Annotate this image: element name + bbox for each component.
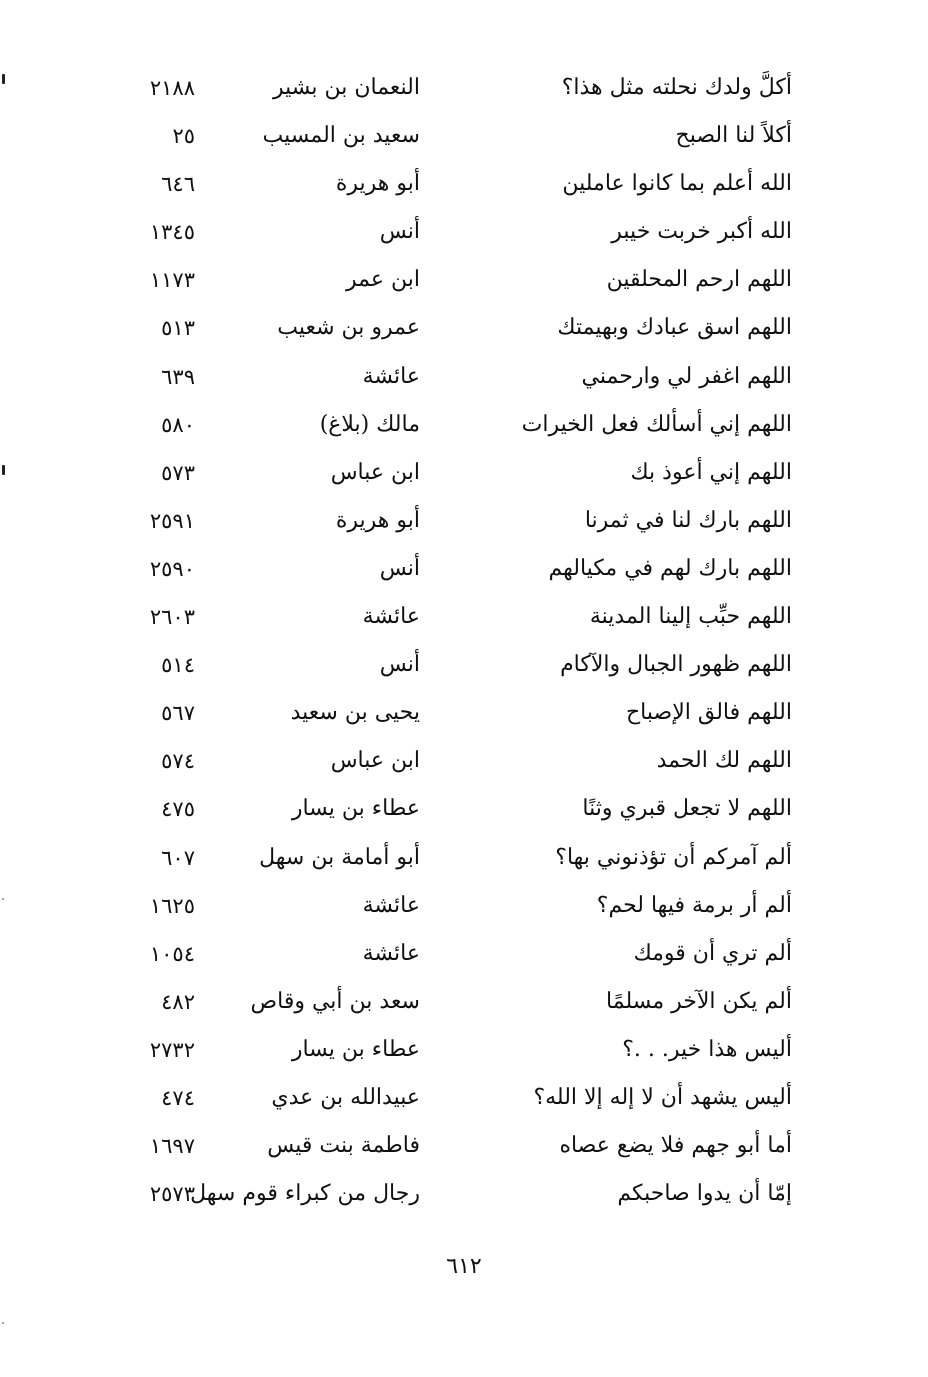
hadith-text: اللهم بارك لهم في مكيالهم [548, 555, 792, 581]
narrator-name: عائشة [362, 363, 420, 389]
scan-speck [2, 1322, 4, 1324]
hadith-text: اللهم فالق الإصباح [625, 700, 792, 726]
index-row [130, 882, 800, 930]
hadith-text: اللهم حبِّب إلينا المدينة [589, 604, 792, 630]
index-row [130, 160, 800, 208]
scan-edge-mark [2, 465, 5, 475]
hadith-number: ٢٦٠٣ [149, 605, 195, 630]
hadith-number: ٢٥ [172, 124, 195, 149]
index-row [130, 641, 800, 689]
narrator-name: فاطمة بنت قيس [267, 1133, 420, 1159]
hadith-text: اللهم إني أسألك فعل الخيرات [521, 411, 792, 437]
hadith-number: ٥٦٧ [161, 701, 195, 726]
hadith-text: أكلَّ ولدك نحلته مثل هذا؟ [561, 75, 792, 100]
hadith-number: ٥٨٠ [161, 412, 195, 437]
index-row [130, 1074, 800, 1122]
index-row [130, 930, 800, 978]
index-row [130, 785, 800, 833]
index-row [130, 834, 800, 882]
index-row [130, 593, 800, 641]
scan-speck [2, 898, 4, 900]
hadith-number: ٢٥٩٠ [149, 556, 195, 581]
hadith-text: أما أبو جهم فلا يضع عصاه [559, 1133, 792, 1159]
hadith-number: ١٦٩٧ [149, 1134, 195, 1159]
narrator-name: رجال من كبراء قوم سهل [190, 1181, 420, 1207]
hadith-text: ألم يكن الآخر مسلمًا [606, 988, 792, 1014]
hadith-number: ١١٧٣ [149, 268, 195, 293]
hadith-number: ٤٧٥ [161, 797, 195, 822]
hadith-number: ٦٠٧ [161, 845, 195, 870]
index-row [130, 256, 800, 304]
narrator-name: عائشة [362, 892, 420, 918]
narrator-name: عطاء بن يسار [291, 1036, 420, 1062]
hadith-number: ٥٧٤ [161, 749, 195, 774]
hadith-text: إمّا أن يدوا صاحبكم [617, 1181, 792, 1207]
index-row [130, 401, 800, 449]
hadith-text: اللهم ارحم المحلقين [606, 267, 792, 293]
narrator-name: عبيدالله بن عدي [271, 1084, 420, 1110]
index-row [130, 1122, 800, 1170]
hadith-text: أليس هذا خير. . .؟ [622, 1036, 792, 1062]
narrator-name: ابن عمر [346, 267, 420, 293]
index-row [130, 304, 800, 352]
narrator-name: مالك (بلاغ) [319, 411, 420, 437]
hadith-text: اللهم بارك لنا في ثمرنا [584, 507, 792, 533]
narrator-name: أبو أمامة بن سهل [259, 844, 420, 870]
index-row [130, 1026, 800, 1074]
hadith-number: ٦٤٦ [161, 172, 195, 197]
hadith-number: ١٣٤٥ [149, 220, 195, 245]
index-row [130, 449, 800, 497]
hadith-text: الله أكبر خربت خيبر [611, 219, 792, 245]
narrator-name: ابن عباس [330, 459, 420, 485]
hadith-number: ٥١٤ [161, 653, 195, 678]
narrator-name: عائشة [362, 940, 420, 966]
narrator-name: أبو هريرة [335, 171, 420, 197]
narrator-name: عمرو بن شعيب [277, 315, 420, 341]
hadith-text: الله أعلم بما كانوا عاملين [562, 171, 792, 197]
narrator-name: أنس [379, 219, 420, 245]
hadith-number: ٢١٨٨ [149, 76, 195, 100]
hadith-number: ٢٥٩١ [149, 508, 195, 533]
scan-edge-mark [2, 74, 5, 84]
narrator-name: عطاء بن يسار [291, 796, 420, 822]
hadith-text: اللهم اغفر لي وارحمني [581, 363, 792, 389]
index-row [130, 689, 800, 737]
index-row [130, 1170, 800, 1218]
hadith-text: اللهم ظهور الجبال والآكام [560, 652, 792, 678]
index-row [130, 208, 800, 256]
hadith-number: ١٠٥٤ [149, 941, 195, 966]
hadith-text: اللهم اسق عبادك وبهيمتك [557, 315, 792, 341]
narrator-name: أبو هريرة [335, 507, 420, 533]
hadith-number: ٥٧٣ [161, 460, 195, 485]
index-row [130, 353, 800, 401]
hadith-text: اللهم لك الحمد [656, 748, 792, 774]
narrator-name: أنس [379, 555, 420, 581]
hadith-text: ألم تري أن قومك [633, 940, 792, 966]
page-number: ٦١٢ [446, 1254, 482, 1279]
hadith-text: ألم آمركم أن تؤذنوني بها؟ [555, 844, 792, 870]
index-row [130, 112, 800, 160]
hadith-text: اللهم لا تجعل قبري وثنًا [582, 796, 792, 822]
hadith-text: ألم أر برمة فيها لحم؟ [596, 892, 792, 918]
hadith-number: ٢٥٧٣ [149, 1182, 195, 1207]
hadith-text: أكلاً لنا الصبح [675, 123, 792, 149]
narrator-name: النعمان بن بشير [272, 75, 420, 100]
narrator-name: سعيد بن المسيب [262, 123, 420, 149]
index-row [130, 497, 800, 545]
hadith-number: ٤٧٤ [161, 1085, 195, 1110]
index-row [130, 978, 800, 1026]
narrator-name: أنس [379, 652, 420, 678]
index-row [130, 545, 800, 593]
narrator-name: سعد بن أبي وقاص [250, 988, 420, 1014]
narrator-name: عائشة [362, 604, 420, 630]
hadith-text: اللهم إني أعوذ بك [630, 459, 792, 485]
hadith-text: أليس يشهد أن لا إله إلا الله؟ [533, 1084, 792, 1110]
hadith-number: ٢٧٣٢ [149, 1037, 195, 1062]
index-row [130, 737, 800, 785]
hadith-index-table [130, 64, 800, 1218]
hadith-number: ٥١٣ [161, 316, 195, 341]
hadith-number: ١٦٢٥ [149, 893, 195, 918]
hadith-number: ٤٨٢ [161, 989, 195, 1014]
index-row [130, 64, 800, 112]
narrator-name: يحيى بن سعيد [290, 700, 420, 726]
hadith-number: ٦٣٩ [161, 364, 195, 389]
narrator-name: ابن عباس [330, 748, 420, 774]
